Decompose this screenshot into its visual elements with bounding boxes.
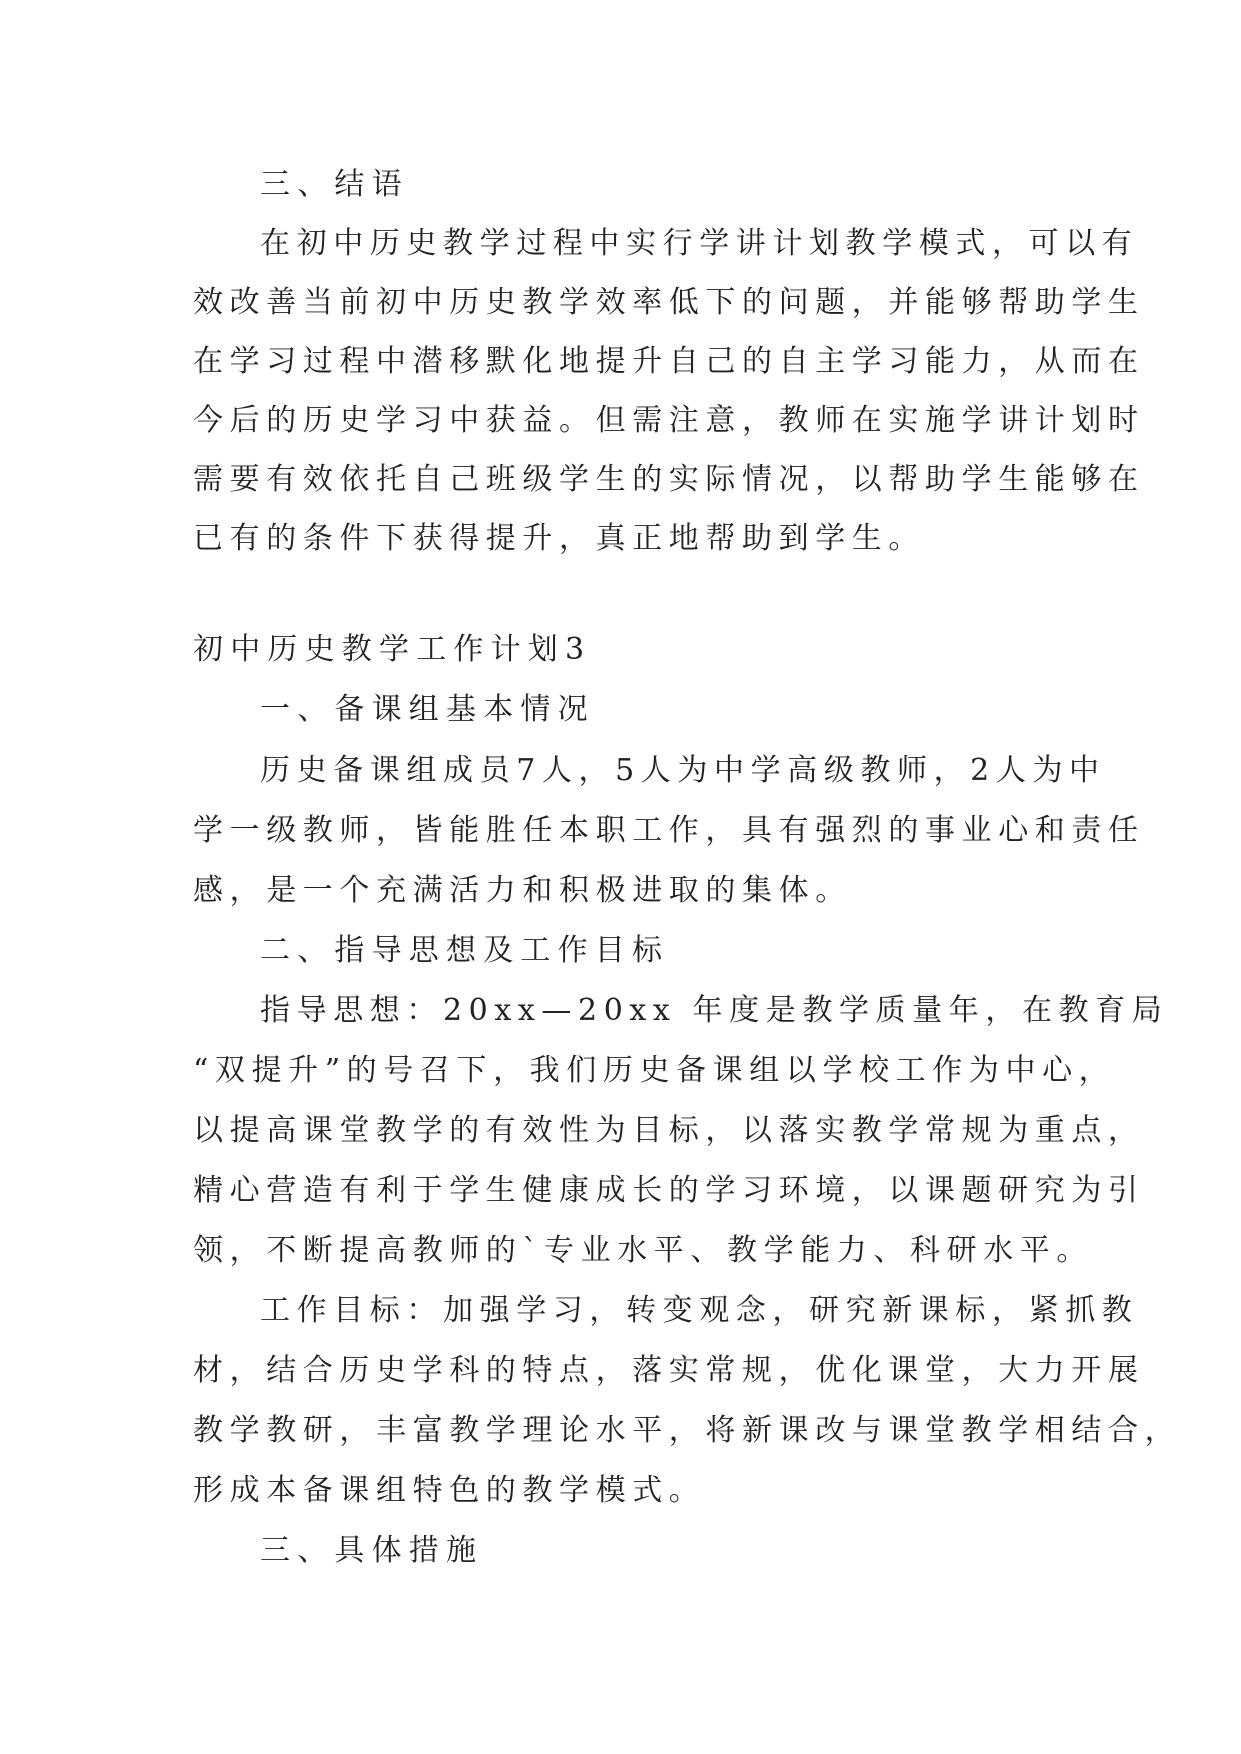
section-heading-measures: 三、具体措施 <box>260 1533 484 1568</box>
paragraph-line: 工作目标：加强学习，转变观念，研究新课标，紧抓教 <box>260 1293 1139 1328</box>
section-heading-conclusion: 三、结语 <box>260 167 409 202</box>
paragraph-line: 学一级教师，皆能胜任本职工作，具有强烈的事业心和责任 <box>193 813 1145 848</box>
paragraph-line: “双提升”的号召下，我们历史备课组以学校工作为中心， <box>193 1053 1116 1088</box>
paragraph-line: 在学习过程中潜移默化地提升自己的自主学习能力，从而在 <box>193 344 1145 379</box>
paragraph-line: 教学教研，丰富教学理论水平，将新课改与课堂教学相结合， <box>193 1413 1182 1448</box>
paragraph-line: 需要有效依托自己班级学生的实际情况，以帮助学生能够在 <box>193 462 1145 497</box>
paragraph-line: 精心营造有利于学生健康成长的学习环境，以课题研究为引 <box>193 1173 1145 1208</box>
paragraph-line: 指导思想：20xx—20xx 年度是教学质量年，在教育局 <box>260 993 1169 1028</box>
paragraph-line: 在初中历史教学过程中实行学讲计划教学模式，可以有 <box>260 226 1139 261</box>
paragraph-line: 感，是一个充满活力和积极进取的集体。 <box>193 873 852 908</box>
paragraph-line: 已有的条件下获得提升，真正地帮助到学生。 <box>193 521 925 556</box>
paragraph-line: 形成本备课组特色的教学模式。 <box>193 1473 706 1508</box>
paragraph-line: 材，结合历史学科的特点，落实常规，优化课堂，大力开展 <box>193 1353 1145 1388</box>
paragraph-line: 历史备课组成员7人，5人为中学高级教师，2人为中 <box>260 753 1106 788</box>
paragraph-line: 以提高课堂教学的有效性为目标，以落实教学常规为重点， <box>193 1113 1145 1148</box>
section-heading-guiding-ideas: 二、指导思想及工作目标 <box>260 933 670 968</box>
paragraph-line: 今后的历史学习中获益。但需注意，教师在实施学讲计划时 <box>193 403 1145 438</box>
document-title: 初中历史教学工作计划3 <box>193 632 592 667</box>
paragraph-line: 效改善当前初中历史教学效率低下的问题，并能够帮助学生 <box>193 285 1145 320</box>
paragraph-line: 领，不断提高教师的`专业水平、教学能力、科研水平。 <box>193 1233 1093 1268</box>
section-heading-group-overview: 一、备课组基本情况 <box>260 692 595 727</box>
